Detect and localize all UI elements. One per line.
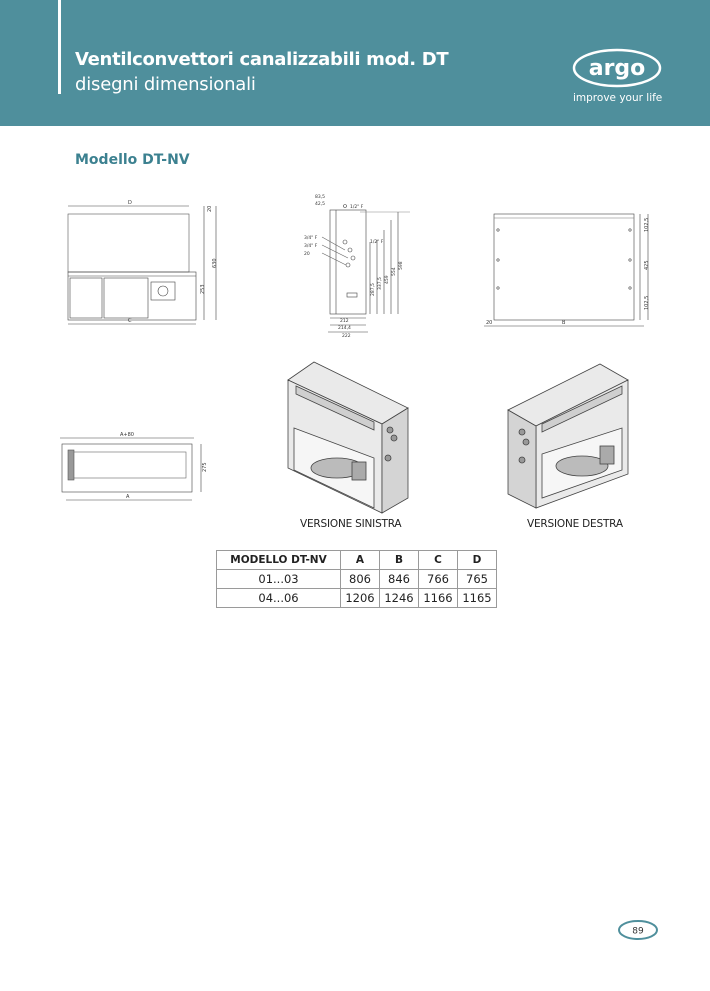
- iso-right-drawing: [500, 358, 635, 518]
- table-cell: 806: [341, 570, 380, 589]
- argo-logo: [572, 48, 662, 88]
- dimensions-table: [216, 550, 497, 608]
- side-view-drawing: [290, 190, 420, 340]
- dim-214-label: 214,4: [338, 326, 351, 331]
- page-number-badge: [616, 918, 660, 942]
- pipe-half-top-label: 1/2" F: [350, 205, 364, 210]
- table-row: [217, 570, 497, 589]
- dim-d-label: D: [128, 200, 132, 206]
- table-cell: 04...06: [217, 589, 341, 608]
- table-cell: 846: [380, 570, 419, 589]
- pipe-a-label: 3/4" F: [304, 236, 318, 241]
- section-title: Modello DT-NV: [75, 152, 190, 168]
- table-cell: 1246: [380, 589, 419, 608]
- header-accent-bar: [58, 0, 61, 94]
- dim-425-label: 425: [644, 260, 650, 270]
- pipe-c-label: 20: [304, 252, 310, 257]
- caption-left-version: VERSIONE SINISTRA: [300, 518, 402, 530]
- table-cell: 765: [458, 570, 497, 589]
- col-header-a: A: [341, 551, 380, 570]
- col-header-b: B: [380, 551, 419, 570]
- table-cell: 1165: [458, 589, 497, 608]
- dim-598-label: 598: [399, 261, 404, 270]
- dim-c-label: C: [128, 318, 132, 324]
- dim-459-label: 459: [385, 275, 390, 284]
- dim-20-label: 20: [207, 205, 213, 212]
- table-cell: 1166: [419, 589, 458, 608]
- dim-337-label: 337,5: [378, 277, 383, 290]
- table-cell: 766: [419, 570, 458, 589]
- col-header-c: C: [419, 551, 458, 570]
- pipe-b-label: 3/4" F: [304, 244, 318, 249]
- table-cell: 01...03: [217, 570, 341, 589]
- table-row: [217, 589, 497, 608]
- pipe-d-label: 1/2" F: [370, 240, 384, 245]
- page-subtitle: disegni dimensionali: [75, 74, 256, 95]
- plan-view-drawing: [56, 430, 216, 505]
- table-header-row: [217, 551, 497, 570]
- caption-right-version: VERSIONE DESTRA: [527, 518, 623, 530]
- dim-b-label: B: [562, 320, 566, 326]
- dim-42-label: 42,5: [315, 202, 326, 207]
- dim-287-label: 287,5: [371, 283, 376, 296]
- col-header-model: MODELLO DT-NV: [217, 551, 341, 570]
- dim-630-label: 630: [212, 258, 218, 268]
- table-cell: 1206: [341, 589, 380, 608]
- col-header-d: D: [458, 551, 497, 570]
- dim-275-label: 275: [202, 462, 208, 472]
- dim-253-label: 253: [200, 284, 206, 294]
- dim-83-label: 83,5: [315, 195, 326, 200]
- dim-222-label: 222: [342, 334, 351, 339]
- dim-212-label: 212: [340, 319, 349, 324]
- dim-554-label: 554: [392, 267, 397, 276]
- iso-left-drawing: [282, 358, 417, 518]
- page-header: [0, 0, 710, 126]
- dim-102-bot-label: 102,5: [644, 295, 650, 310]
- front-view-drawing: [56, 196, 221, 326]
- page-number: 89: [632, 926, 644, 937]
- dim-a80-label: A+80: [120, 432, 134, 438]
- dim-a-label: A: [126, 494, 130, 500]
- logo-text: argo: [588, 56, 646, 81]
- back-view-drawing: [484, 208, 659, 333]
- tagline: improve your life: [573, 92, 663, 104]
- dim-102-top-label: 102,5: [644, 217, 650, 232]
- dim-20b-label: 20: [486, 320, 493, 326]
- page-title: Ventilconvettori canalizzabili mod. DT: [75, 49, 449, 70]
